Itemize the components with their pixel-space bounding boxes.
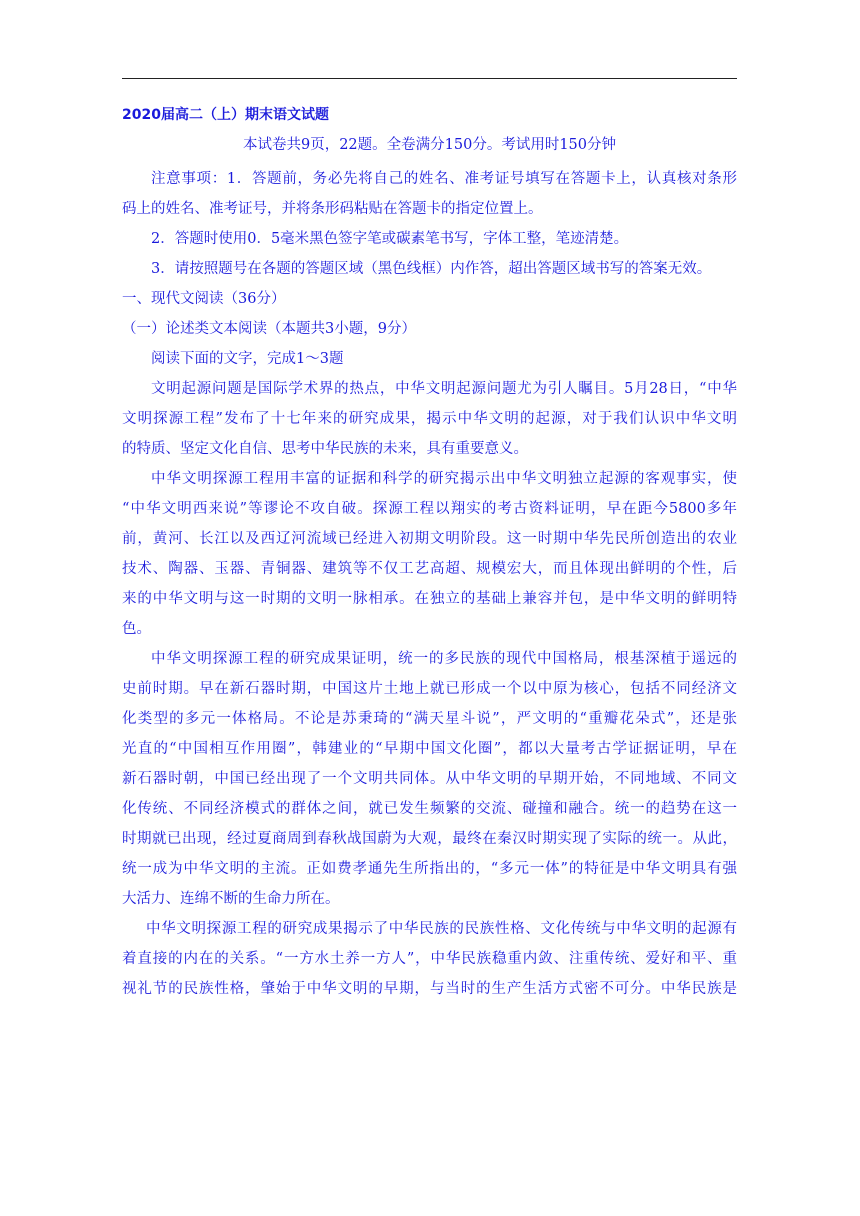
header-rule (122, 78, 737, 79)
paragraph-line: 技术、陶器、玉器、青铜器、建筑等不仅工艺高超、规模宏大，而且体现出鲜明的个性，后 (122, 561, 737, 577)
paragraph-line: 史前时期。早在新石器时期，中国这片土地上就已形成一个以中原为核心，包括不同经济文 (122, 681, 737, 697)
paragraph-line: 视礼节的民族性格，肇始于中华文明的早期，与当时的生产生活方式密不可分。中华民族是 (122, 981, 737, 997)
reading-instruction: 阅读下面的文字，完成1～3题 (151, 351, 344, 367)
paragraph-line: 文明探源工程”发布了十七年来的研究成果，揭示中华文明的起源，对于我们认识中华文明 (122, 411, 737, 427)
paragraph-line: 统一成为中华文明的主流。正如费孝通先生所指出的，“多元一体”的特征是中华文明具有强 (122, 861, 737, 877)
paragraph-line: 的特质、坚定文化自信、思考中华民族的未来，具有重要意义。 (122, 441, 528, 457)
notes-line: 注意事项：1．答题前，务必先将自己的姓名、准考证号填写在答题卡上，认真核对条形 (151, 171, 737, 187)
paragraph-line: 色。 (122, 621, 151, 637)
exam-subtitle: 本试卷共9页，22题。全卷满分150分。考试用时150分钟 (242, 137, 617, 153)
paragraph-line: 中华文明探源工程的研究成果揭示了中华民族的民族性格、文化传统与中华文明的起源有 (146, 921, 737, 937)
paragraph-line: 光直的“中国相互作用圈”，韩建业的“早期中国文化圈”，都以大量考古学证据证明，早在 (122, 741, 737, 757)
paragraph-line: 化传统、不同经济模式的群体之间，就已发生频繁的交流、碰撞和融合。统一的趋势在这一 (122, 801, 737, 817)
paragraph-line: 大活力、连绵不断的生命力所在。 (122, 891, 340, 907)
subsection-heading: （一）论述类文本阅读（本题共3小题，9分） (122, 321, 416, 337)
paragraph-line: 化类型的多元一体格局。不论是苏秉琦的“满天星斗说”，严文明的“重瓣花朵式”，还是张 (122, 711, 737, 727)
exam-title: 2020届高二（上）期末语文试题 (122, 107, 329, 123)
paragraph-line: 前，黄河、长江以及西辽河流域已经进入初期文明阶段。这一时期中华先民所创造出的农业 (122, 531, 737, 547)
document-body (122, 100, 737, 1004)
notes-line: 码上的姓名、准考证号，并将条形码粘贴在答题卡的指定位置上。 (122, 201, 543, 217)
paragraph-line: 着直接的内在的关系。“一方水土养一方人”，中华民族稳重内敛、注重传统、爱好和平、重 (122, 951, 737, 967)
notes-line: 3．请按照题号在各题的答题区域（黑色线框）内作答，超出答题区域书写的答案无效。 (151, 261, 712, 277)
paragraph-line: 来的中华文明与这一时期的文明一脉相承。在独立的基础上兼容并包，是中华文明的鲜明特 (122, 591, 737, 607)
paragraph-line: “中华文明西来说”等谬论不攻自破。探源工程以翔实的考古资料证明，早在距今5800多年 (122, 501, 737, 517)
paragraph-line: 中华文明探源工程用丰富的证据和科学的研究揭示出中华文明独立起源的客观事实，使 (151, 471, 737, 487)
section-heading: 一、现代文阅读（36分） (122, 291, 286, 307)
paragraph-line: 时期就已出现，经过夏商周到春秋战国蔚为大观，最终在秦汉时期实现了实际的统一。从此， (122, 831, 737, 847)
paragraph-line: 新石器时朝，中国已经出现了一个文明共同体。从中华文明的早期开始，不同地域、不同文 (122, 771, 737, 787)
paragraph-line: 中华文明探源工程的研究成果证明，统一的多民族的现代中国格局，根基深植于遥远的 (151, 651, 737, 667)
notes-line: 2．答题时使用0．5毫米黑色签字笔或碳素笔书写，字体工整，笔迹清楚。 (151, 231, 629, 247)
paragraph-line: 文明起源问题是国际学术界的热点，中华文明起源问题尤为引人瞩目。5月28日，“中华 (151, 381, 737, 397)
